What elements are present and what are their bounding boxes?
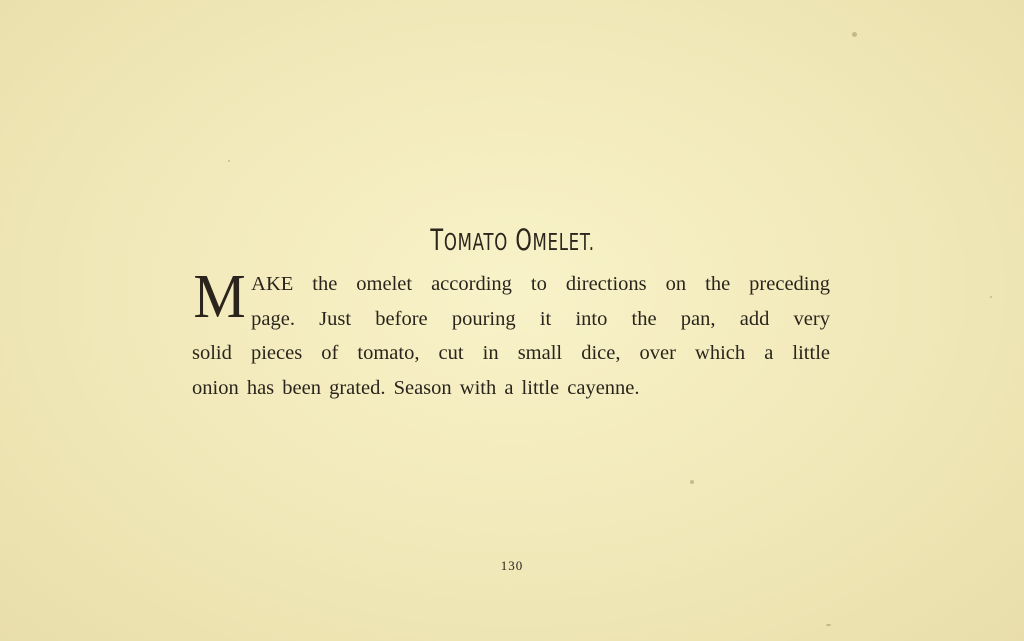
page-number: 130 <box>500 558 524 573</box>
text-line-1: AKE the omelet according to directions on the preceding <box>251 273 830 295</box>
drop-cap: M <box>193 263 246 331</box>
text-line-3: solid pieces of tomato, cut in small dice, over which a little <box>192 342 830 364</box>
paper-speck <box>826 624 831 626</box>
paper-speck <box>990 296 992 298</box>
recipe-title <box>144 222 881 261</box>
title-second-initial: O <box>515 223 533 257</box>
text-line-2: page. Just before pouring it into the pan, add very <box>251 307 830 330</box>
paper-speck <box>852 32 857 37</box>
paper-speck <box>228 160 230 162</box>
title-first-initial: T <box>430 223 444 257</box>
title-first-rest: OMATO <box>443 230 509 256</box>
recipe-text <box>192 263 830 405</box>
paper-speck <box>690 480 694 484</box>
title-second-rest: MELET. <box>532 230 595 256</box>
text-line-4: onion has been grated. Season with a little cayenne. <box>192 376 640 399</box>
